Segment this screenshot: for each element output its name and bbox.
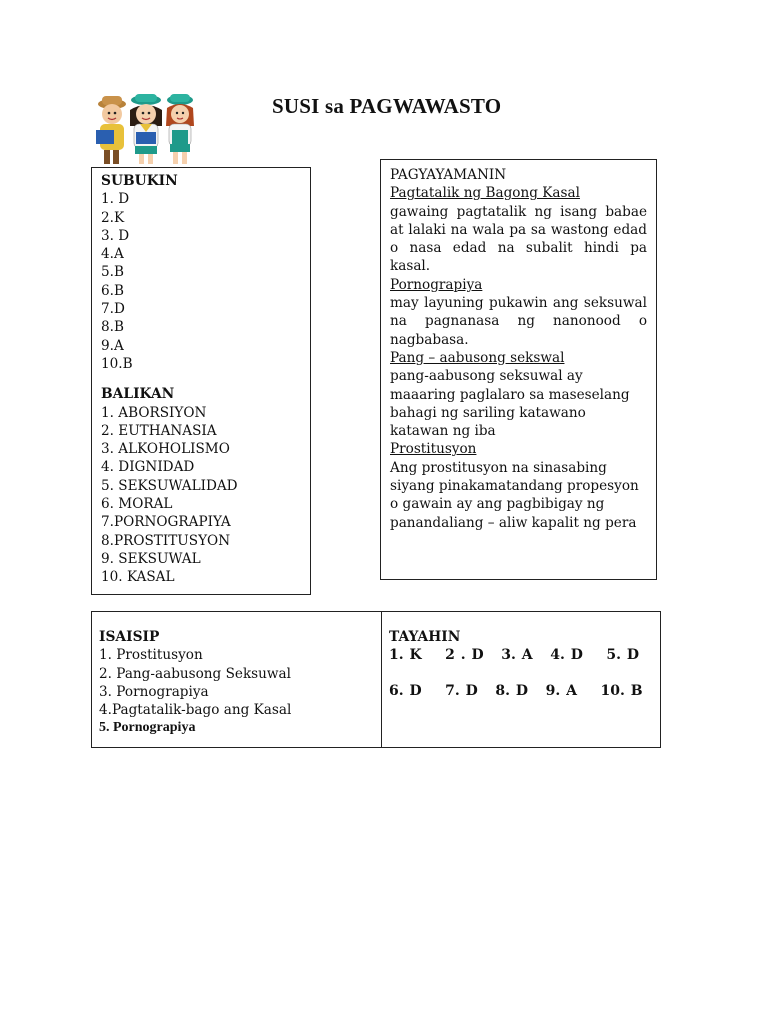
term-heading: Pagtatalik ng Bagong Kasal [390,185,580,202]
reading-children-clipart [90,92,198,166]
tayahin-row-2: 6. D 7. D 8. D 9. A 10. B [389,682,643,699]
list-item: 5. Pornograpiya [99,720,196,736]
list-item: 1. D [101,191,130,208]
list-item: 3. Pornograpiya [99,683,209,700]
list-item: 8.PROSTITUSYON [101,532,231,549]
term-definition: gawaing pagtatalik ng isang babae at lalaki na wala pa sa wastong edad o nasa edad na subalit hindi pa kasal. [390,203,647,275]
term-heading: Prostitusyon [390,441,477,458]
list-item: 3. ALKOHOLISMO [101,441,230,458]
term-definition: Ang prostitusyon na sinasabing siyang pinakamatandang propesyon o gawain ay ang pagbibigay ng panandaliang – aliw kapalit ng pera [390,459,639,531]
list-item: 1. ABORSIYON [101,404,207,421]
list-item: 2. Pang-aabusong Seksuwal [99,665,291,682]
balikan-heading: BALIKAN [101,386,175,403]
tayahin-cell [382,612,660,747]
list-item: 10.B [101,355,133,372]
list-item: 3. D [101,227,130,244]
isaisip-list [99,646,381,737]
list-item: 4.Pagtatalik-bago ang Kasal [99,702,292,719]
list-item: 2.K [101,209,125,226]
list-item: 4. DIGNIDAD [101,459,195,476]
tayahin-heading: TAYAHIN [389,629,461,645]
term-definition: may layuning pukawin ang seksuwal na pagnanasa ng nanonood o nagbabasa. [390,295,647,348]
term-definition: pang-aabusong seksuwal ay maaaring paglalaro sa maseselang bahagi ng sariling katawano katawan ng iba [390,368,630,440]
list-item: 9.A [101,337,124,354]
list-item: 7.D [101,301,125,318]
list-item: 4.A [101,246,124,263]
list-item: 8.B [101,319,124,336]
isaisip-heading: ISAISIP [99,629,160,645]
list-item: 1. Prostitusyon [99,647,203,664]
subukin-heading: SUBUKIN [101,173,178,189]
tayahin-row-1: 1. K 2 . D 3. A 4. D 5. D [389,647,640,664]
list-item: 2. EUTHANASIA [101,422,217,439]
subukin-list [101,190,310,373]
subukin-balikan-box [91,167,311,595]
list-item: 5.B [101,264,124,281]
isaisip-tayahin-table [91,611,661,748]
list-item: 5. SEKSUWALIDAD [101,477,238,494]
list-item: 9. SEKSUWAL [101,550,201,567]
list-item: 6.B [101,282,124,299]
list-item: 6. MORAL [101,496,173,513]
pagyayamanin-box [380,159,657,580]
page-title: SUSI sa PAGWAWASTO [272,94,502,118]
isaisip-cell [92,612,382,747]
term-heading: Pang – aabusong sekswal [390,349,565,366]
term-heading: Pornograpiya [390,276,483,293]
pagyayamanin-heading: PAGYAYAMANIN [390,167,507,183]
balikan-list [101,404,310,587]
list-item: 7.PORNOGRAPIYA [101,514,231,531]
list-item: 10. KASAL [101,569,175,586]
